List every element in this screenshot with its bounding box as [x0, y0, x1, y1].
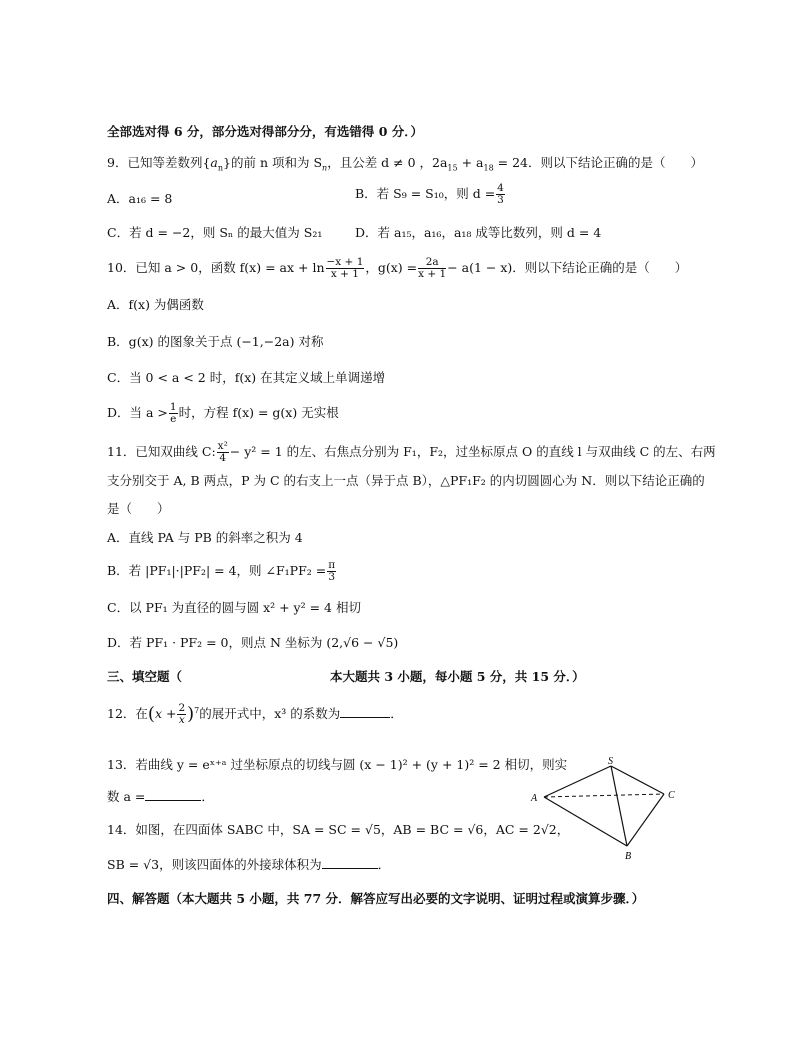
vertex-a-label: A: [531, 793, 538, 804]
q10-option-d: D．当 a > $\frac{1}{e}$ 时，方程 f(x) = g(x) 无实根: [107, 401, 339, 425]
q12-stem: 12．在(x + $\frac{2}{x})^7$的展开式中，x³ 的系数为 ．: [107, 702, 403, 726]
edge-ac-hidden: [544, 794, 664, 797]
q11-stem-line1: 11．已知双曲线 C: $\frac{\text{x²}}{4}$ − y² = 1 的左、右焦点分别为 F₁，F₂，过坐标原点 O 的直线 l 与双曲线 C 的左、右两: [107, 440, 716, 464]
scoring-note: 全部选对得 6 分，部分选对得部分分，有选错得 0 分．）: [107, 124, 424, 139]
vertex-c-label: C: [668, 790, 675, 801]
q13-line1: 13．若曲线 y = eˣ⁺ᵃ 过坐标原点的切线与圆 (x − 1)² + (y + 1)² = 2 相切，则实: [107, 757, 568, 772]
section-3-info: 本大题共 3 小题，每小题 5 分，共 15 分．）: [330, 669, 585, 684]
q9-stem: 9．已知等差数列$\{a_n\}$的前 n 项和为 $S_n$，且公差 d ≠ 0 ，$2a_{15} + a_{18} = 24$．则以下结论正确的是（ ）: [107, 155, 703, 173]
q10-option-b: B．g(x) 的图象关于点 (−1,−2a) 对称: [107, 334, 324, 349]
q9-option-d: D．若 a₁₅，a₁₆，a₁₈ 成等比数列，则 d = 4: [355, 225, 602, 240]
edge-bc: [627, 794, 664, 846]
q9-option-a: A．a₁₆ = 8: [107, 191, 173, 206]
vertex-b-label: B: [625, 851, 632, 862]
tetrahedron-diagram: [528, 756, 688, 866]
q14-line1: 14．如图，在四面体 SABC 中，SA = SC = √5，AB = BC = √6，AC = 2√2，: [107, 822, 570, 837]
edge-sc: [611, 766, 664, 794]
q10-option-c: C．当 0 < a < 2 时，f(x) 在其定义域上单调递增: [107, 370, 386, 385]
q11-option-a: A．直线 PA 与 PB 的斜率之积为 4: [107, 530, 303, 545]
section-3-title: 三、填空题（: [107, 669, 183, 684]
edge-sa: [544, 766, 611, 797]
q10-option-a: A．f(x) 为偶函数: [107, 297, 204, 312]
section-4-title: 四、解答题（本大题共 5 小题，共 77 分．解答应写出必要的文字说明、证明过程或演算步骤．）: [107, 891, 645, 906]
q11-option-c: C．以 PF₁ 为直径的圆与圆 x² + y² = 4 相切: [107, 600, 361, 615]
q9-option-c: C．若 d = −2，则 Sₙ 的最大值为 S₂₁: [107, 225, 323, 240]
edge-ab: [544, 797, 627, 846]
q9-option-b: B．若 S₉ = S₁₀，则 d = $\frac{4}{3}$: [355, 182, 504, 206]
vertex-s-label: S: [608, 756, 613, 767]
q14-answer-blank[interactable]: [322, 856, 378, 869]
q11-stem-line3: 是（ ）: [107, 501, 170, 516]
edge-sb: [611, 766, 627, 846]
q13-line2: 数 a = ．: [107, 789, 214, 804]
q13-answer-blank[interactable]: [145, 788, 201, 801]
q11-option-d: D．若 PF₁ · PF₂ = 0，则点 N 坐标为 (2,√6 − √5): [107, 635, 399, 650]
q14-line2: SB = √3，则该四面体的外接球体积为 ．: [107, 857, 391, 872]
q11-stem-line2: 支分别交于 A, B 两点，P 为 C 的右支上一点（异于点 B），△PF₁F₂ 的内切圆圆心为 N．则以下结论正确的: [107, 473, 705, 488]
q10-stem: 10．已知 a > 0，函数 f(x) = ax + ln $\frac{-x + 1}{x + 1}$ ，g(x) = $\frac{2a}{x + 1}$ − a(1 − x)．则以下结论正确的是（ ）: [107, 256, 688, 280]
q12-answer-blank[interactable]: [340, 705, 390, 718]
q11-option-b: B．若 |PF₁|·|PF₂| = 4，则 ∠F₁PF₂ = $\frac{\pi}{3}$: [107, 559, 336, 583]
